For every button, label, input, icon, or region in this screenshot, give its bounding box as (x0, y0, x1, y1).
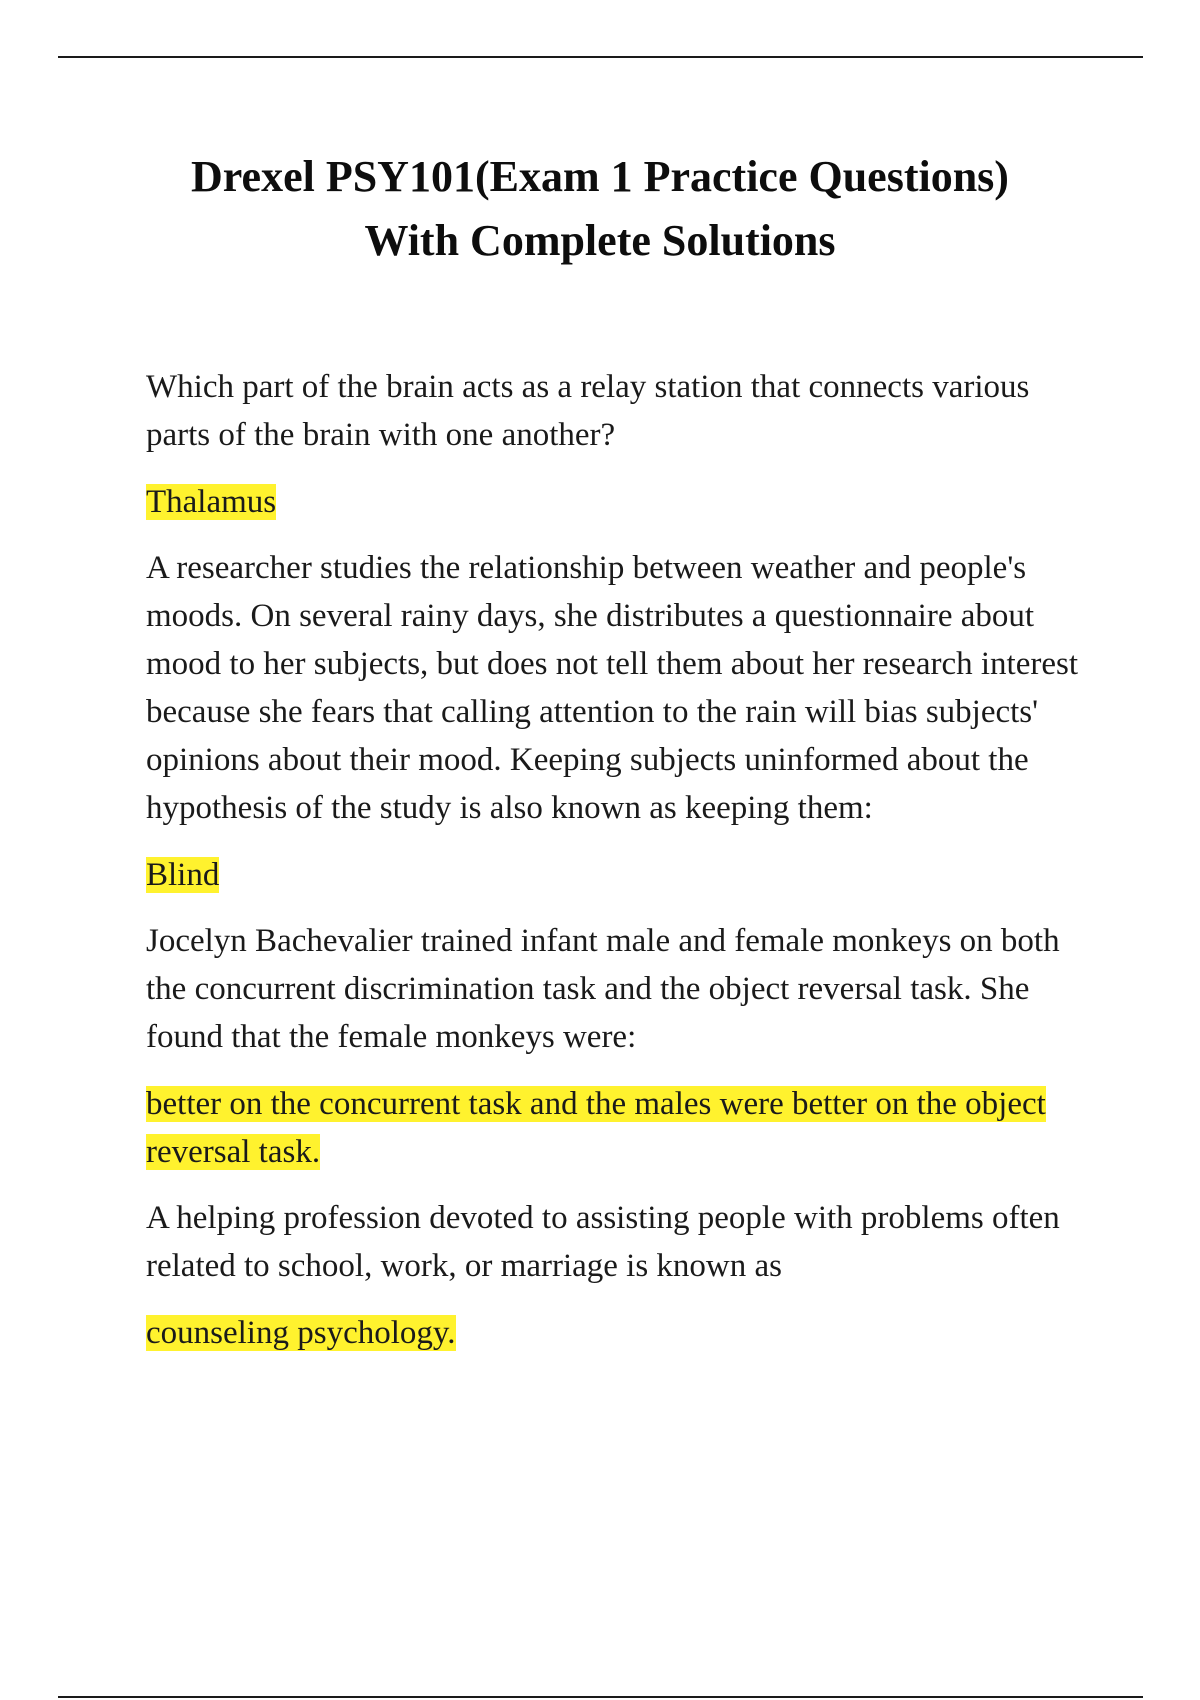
qa-item (146, 1194, 1086, 1357)
question-text: A researcher studies the relationship between weather and people's moods. On several rainy days, she distributes a questionnaire about mood to her subjects, but does not tell them about her research interest because she fears that calling attention to the rain will bias subjects' opinions about their mood. Keeping subjects uninformed about the hypothesis of the study is also known as keeping them: (146, 550, 1078, 826)
answer-highlight (146, 851, 1086, 899)
title-line-2: With Complete Solutions (364, 216, 836, 265)
document-title (100, 145, 1100, 273)
answer-text: counseling psychology. (146, 1315, 456, 1351)
top-rule (58, 56, 1143, 58)
qa-list (146, 363, 1086, 1375)
answer-text: Thalamus (146, 484, 277, 520)
answer-highlight (146, 478, 1086, 526)
qa-item (146, 544, 1086, 899)
question-text: A helping profession devoted to assisting people with problems often related to school, work, or marriage is known as (146, 1200, 1060, 1284)
title-line-1: Drexel PSY101(Exam 1 Practice Questions) (191, 152, 1009, 201)
answer-text: better on the concurrent task and the males were better on the object reversal task. (146, 1086, 1046, 1170)
answer-highlight (146, 1309, 1086, 1357)
answer-text: Blind (146, 857, 220, 893)
question-text: Jocelyn Bachevalier trained infant male and female monkeys on both the concurrent discrimination task and the object reversal task. She found that the female monkeys were: (146, 923, 1060, 1055)
qa-item (146, 917, 1086, 1176)
answer-highlight (146, 1080, 1086, 1176)
question-text: Which part of the brain acts as a relay station that connects various parts of the brain with one another? (146, 369, 1030, 453)
qa-item (146, 363, 1086, 526)
bottom-rule (58, 1696, 1143, 1698)
